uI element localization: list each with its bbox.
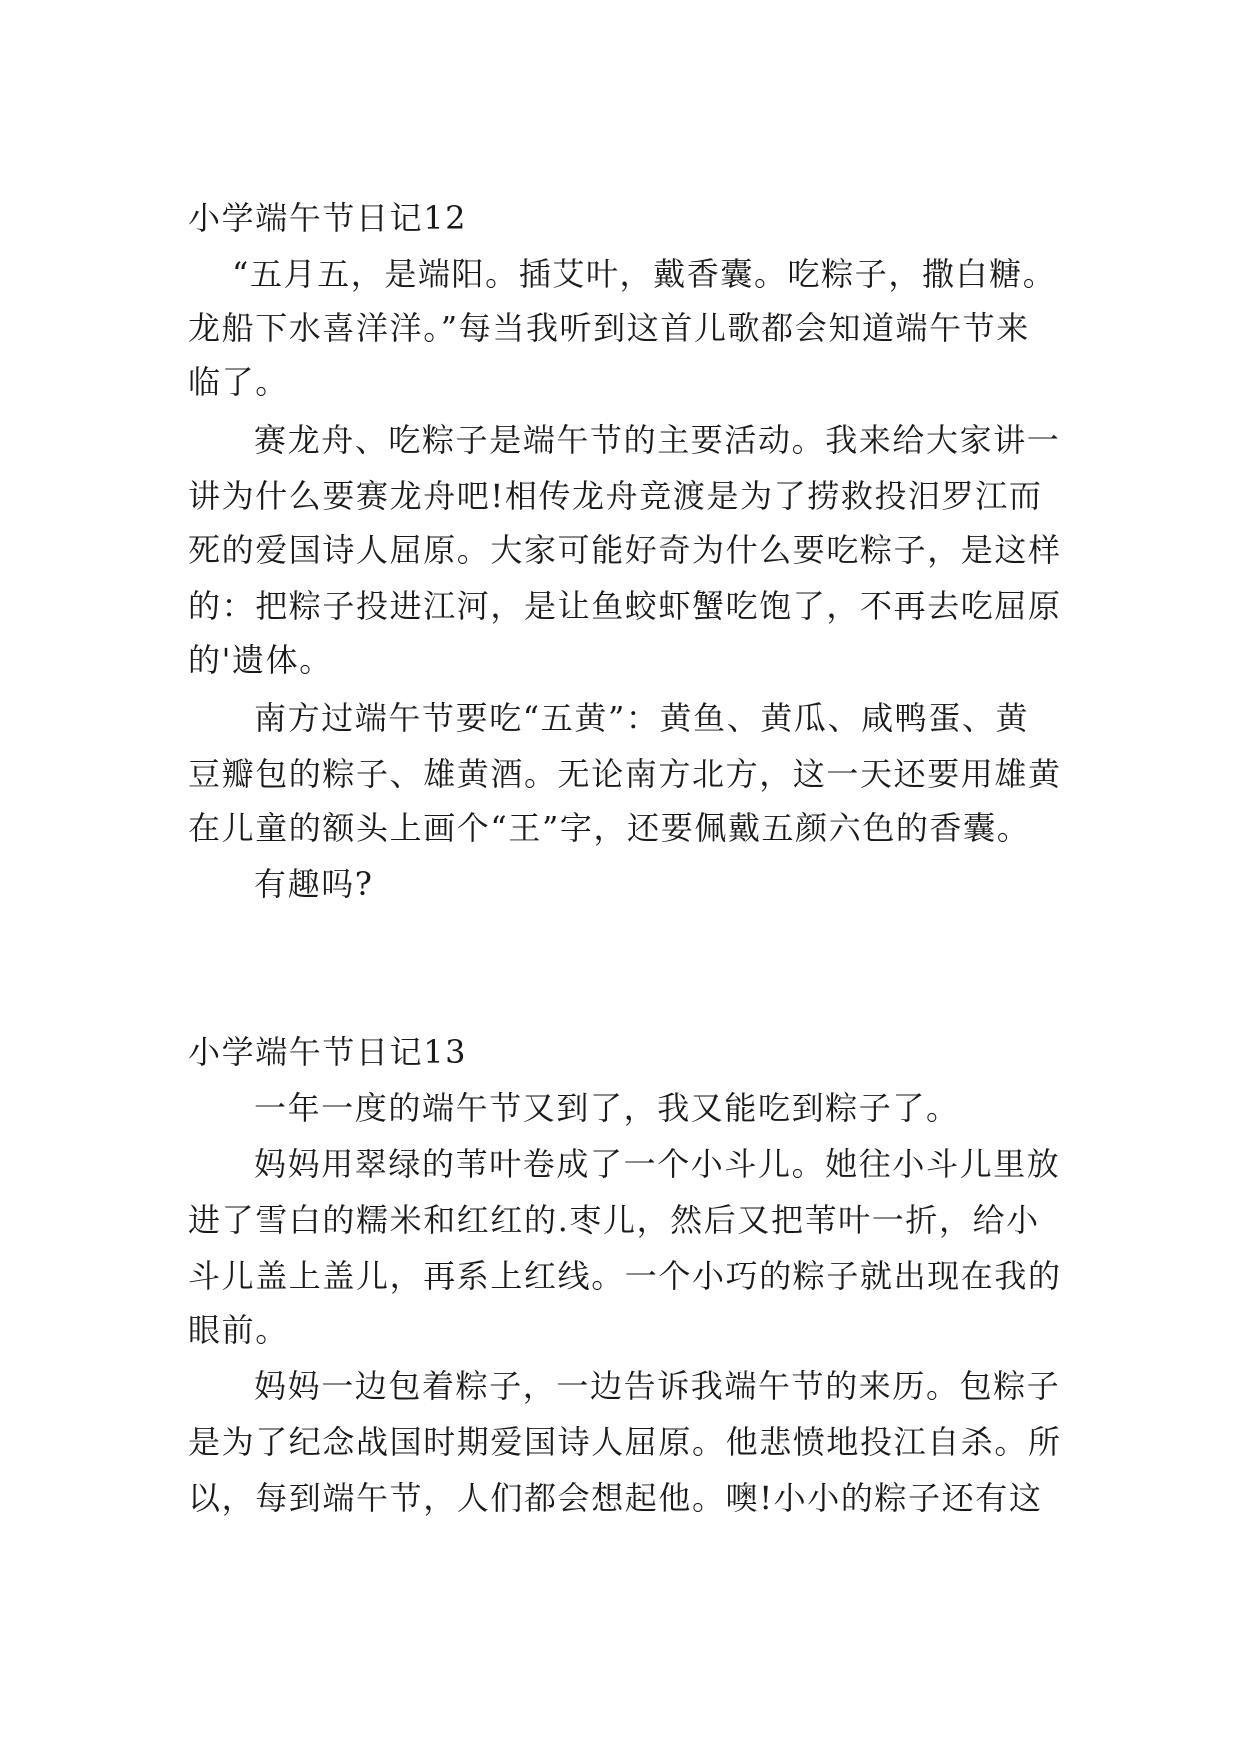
entry-12-line: 在儿童的额头上画个“王”字，还要佩戴五颜六色的香囊。 (188, 809, 1031, 847)
entry-13-line: 一年一度的端午节又到了，我又能吃到粽子了。 (254, 1089, 960, 1127)
entry-12-line: 南方过端午节要吃“五黄”：黄鱼、黄瓜、咸鸭蛋、黄 (254, 699, 1030, 737)
entry-12-line: 有趣吗? (254, 865, 374, 903)
entry-12-line: 死的爱国诗人屈原。大家可能好奇为什么要吃粽子，是这样 (188, 531, 1062, 569)
entry-12-heading: 小学端午节日记12 (188, 199, 468, 237)
entry-13-line: 妈妈一边包着粽子，一边告诉我端午节的来历。包粽子 (254, 1367, 1061, 1405)
entry-12-line: 赛龙舟、吃粽子是端午节的主要活动。我来给大家讲一 (254, 421, 1061, 459)
entry-12-line: 的'遗体。 (188, 641, 333, 679)
entry-13-line: 妈妈用翠绿的苇叶卷成了一个小斗儿。她往小斗儿里放 (254, 1145, 1061, 1183)
entry-13-line: 眼前。 (188, 1311, 289, 1349)
entry-12-line: “五月五，是端阳。插艾叶，戴香囊。吃粽子，撒白糖。 (232, 255, 1057, 293)
entry-12-line: 龙船下水喜洋洋。”每当我听到这首儿歌都会知道端午节来 (188, 309, 1030, 347)
entry-12-line: 讲为什么要赛龙舟吧!相传龙舟竞渡是为了捞救投汨罗江而 (188, 477, 1043, 515)
entry-13-heading: 小学端午节日记13 (188, 1033, 468, 1071)
entry-13-line: 进了雪白的糯米和红红的.枣儿，然后又把苇叶一折，给小 (188, 1201, 1040, 1239)
entry-13-line: 以，每到端午节，人们都会想起他。噢!小小的粽子还有这 (188, 1479, 1043, 1517)
entry-12-line: 的：把粽子投进江河，是让鱼蛟虾蟹吃饱了，不再去吃屈原 (188, 587, 1062, 625)
entry-12-line: 临了。 (188, 363, 289, 401)
entry-12-line: 豆瓣包的粽子、雄黄酒。无论南方北方，这一天还要用雄黄 (188, 755, 1062, 793)
entry-13-line: 斗儿盖上盖儿，再系上红线。一个小巧的粽子就出现在我的 (188, 1257, 1062, 1295)
entry-13-line: 是为了纪念战国时期爱国诗人屈原。他悲愤地投江自杀。所 (188, 1423, 1062, 1461)
